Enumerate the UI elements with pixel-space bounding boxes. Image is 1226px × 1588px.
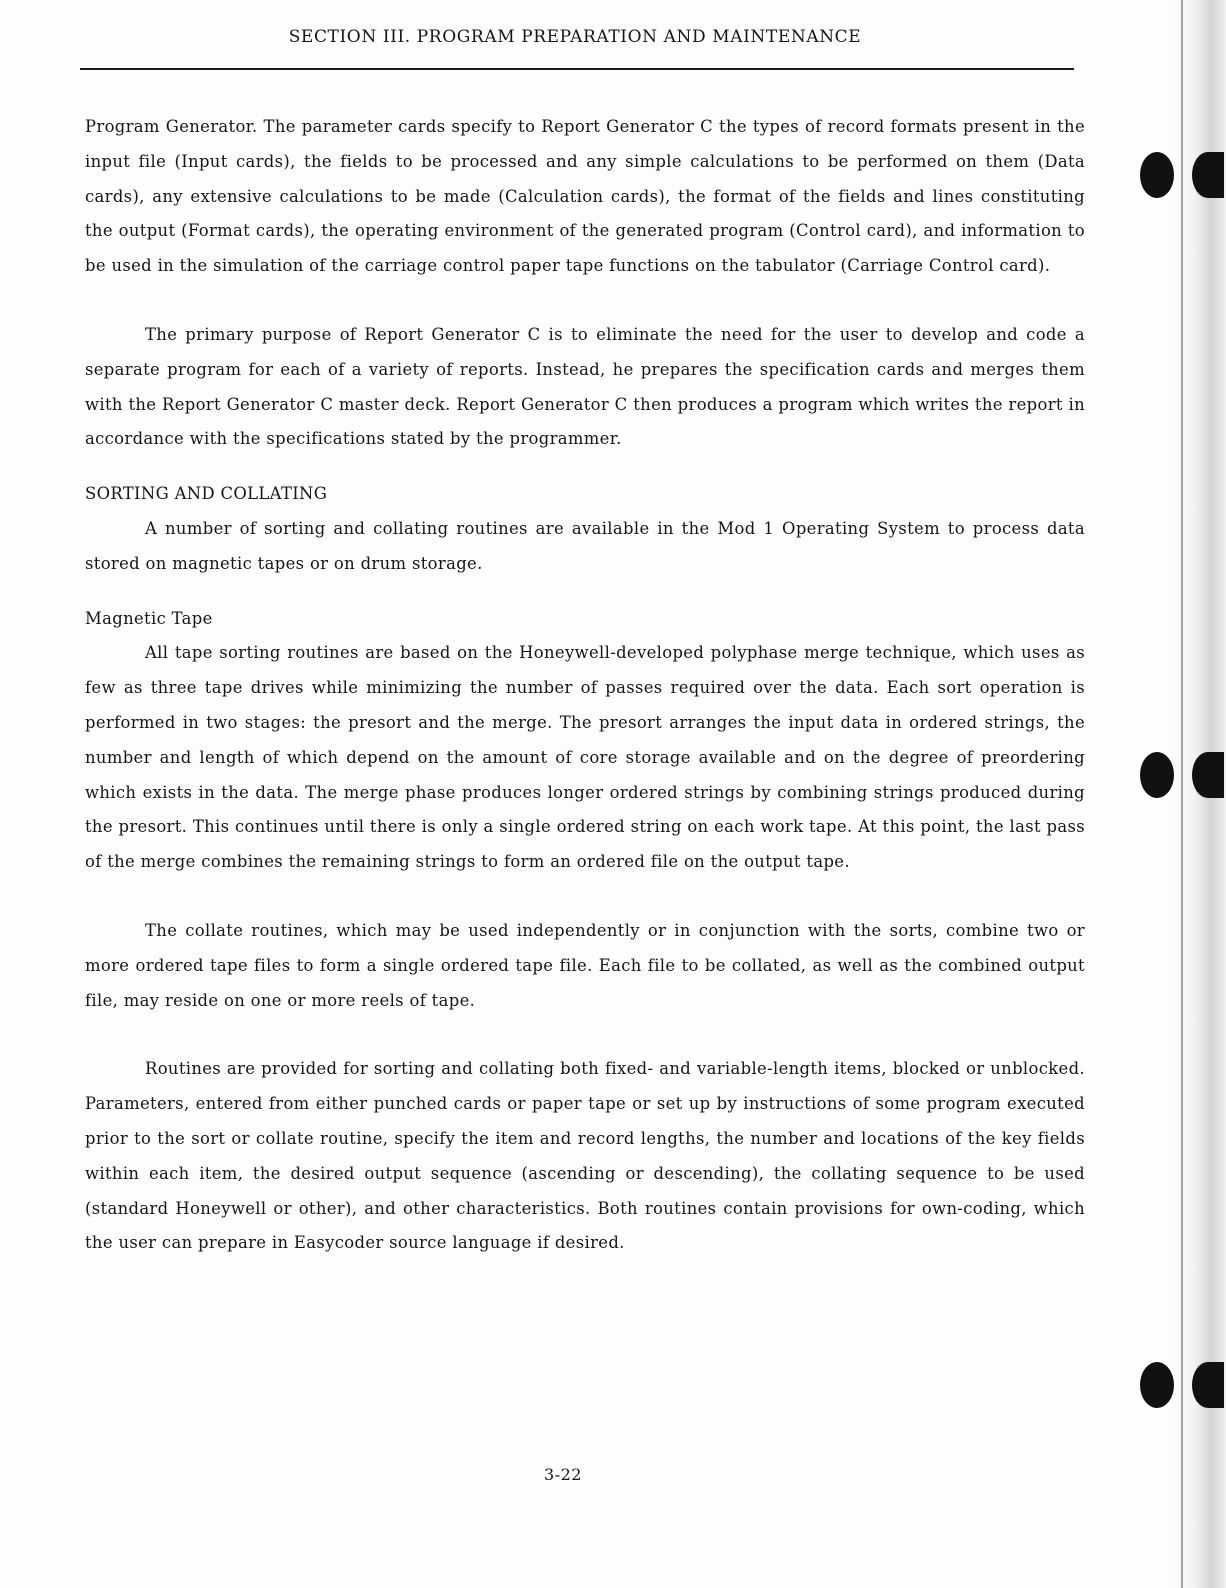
- page-edge-line: [1181, 0, 1183, 1588]
- page-number: 3-22: [544, 1465, 582, 1484]
- header-rule: [80, 68, 1074, 70]
- section-header: SECTION III. PROGRAM PREPARATION AND MAINTENANCE: [288, 27, 862, 47]
- heading-magnetic-tape: Magnetic Tape: [85, 608, 213, 628]
- paragraph-collate-routines: The collate routines, which may be used independently or in conjunction with the sorts, combine two or more ordered tape files to form a single ordered tape file. Each file to be collated, as well as the combined output file, may reside on one or more reels of tape.: [85, 920, 1085, 1010]
- paragraph-sorting-intro: A number of sorting and collating routines are available in the Mod 1 Operating System to process data stored on magnetic tapes or on drum storage.: [85, 518, 1085, 573]
- heading-sorting-collating: SORTING AND COLLATING: [85, 484, 328, 504]
- body-text: [85, 110, 1085, 1261]
- paragraph-primary-purpose: The primary purpose of Report Generator C is to eliminate the need for the user to develop and code a separate program for each of a variety of reports. Instead, he prepares the specification cards and merges them with the Report Generator C master deck. Report Generator C then produces a program which writes the report in accordance with the specifications stated by the programmer.: [85, 324, 1085, 449]
- paragraph-tape-sorting: All tape sorting routines are based on the Honeywell-developed polyphase merge technique, which uses as few as three tape drives while minimizing the number of passes required over the data. Each sort operation is performed in two stages: the presort and the merge. The presort arranges the input data in ordered strings, the number and length of which depend on the amount of core storage available and on the degree of preordering which exists in the data. The merge phase produces longer ordered strings by combining strings produced during the presort. This continues until there is only a single ordered string on each work tape. At this point, the last pass of the merge combines the remaining strings to form an ordered file on the output tape.: [85, 643, 1085, 872]
- paragraph-program-generator: Program Generator. The parameter cards specify to Report Generator C the types of record formats present in the input file (Input cards), the fields to be processed and any simple calculations to be performed on them (Data cards), any extensive calculations to be made (Calculation cards), the format of the fields and lines constituting the output (Format cards), the operating environment of the generated program (Control card), and information to be used in the simulation of the carriage control paper tape functions on the tabulator (Carriage Control card).: [85, 117, 1085, 276]
- paragraph-routines-provided: Routines are provided for sorting and collating both fixed- and variable-length items, blocked or unblocked. Parameters, entered from either punched cards or paper tape or set up by instructions of some program executed prior to the sort or collate routine, specify the item and record lengths, the number and locations of the key fields within each item, the desired output sequence (ascending or descending), the collating sequence to be used (standard Honeywell or other), and other characteristics. Both routines contain provisions for own-coding, which the user can prepare in Easycoder source language if desired.: [85, 1059, 1085, 1253]
